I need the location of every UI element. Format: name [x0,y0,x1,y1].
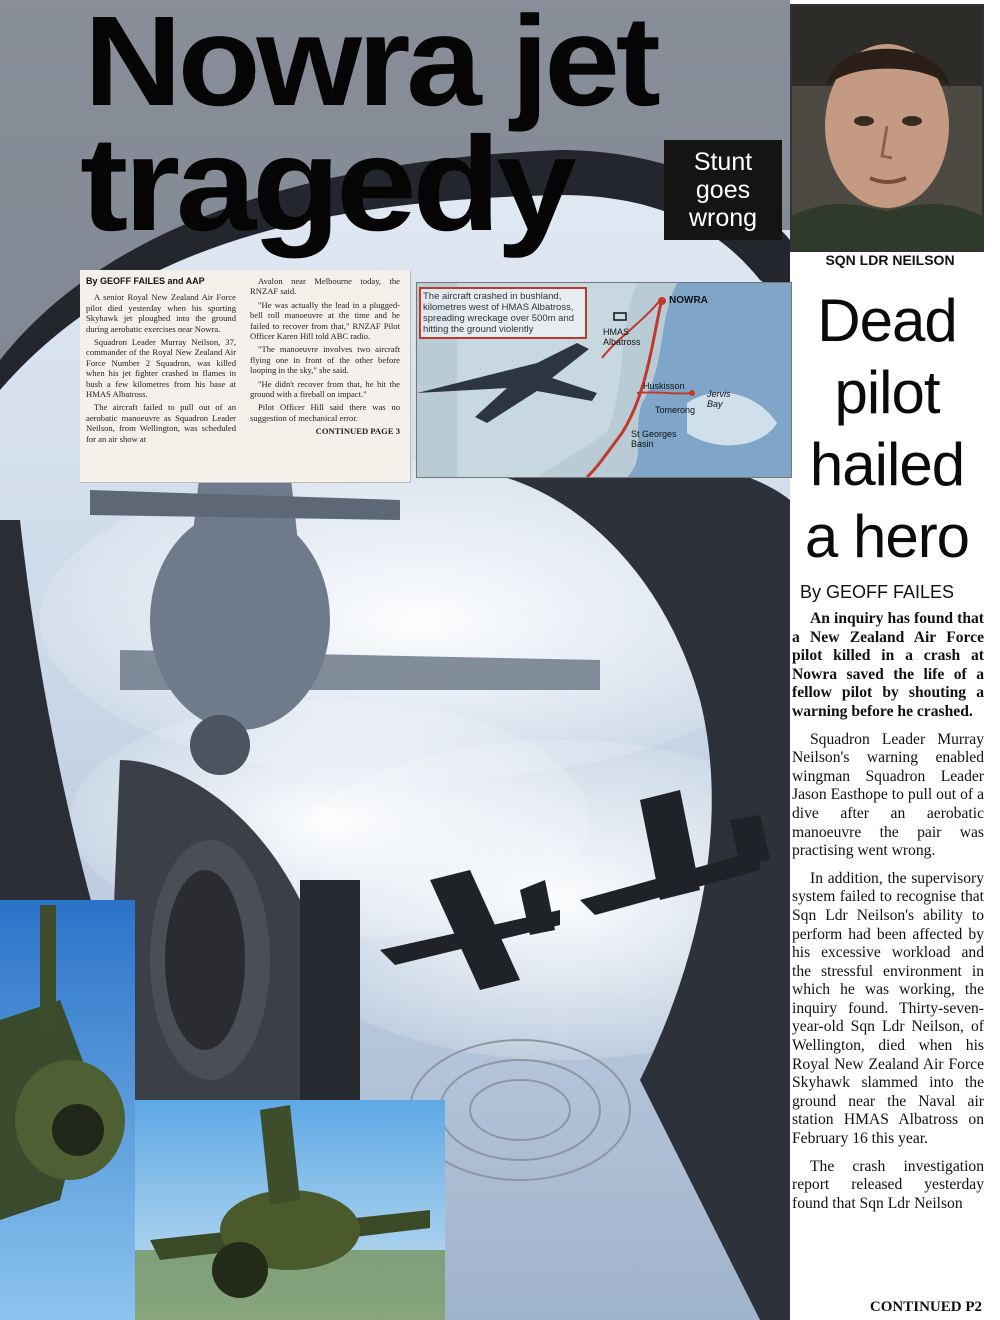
deck-line-4: a hero [804,503,970,570]
kicker-line-3: wrong [688,204,758,232]
pilot-portrait-image [792,6,982,250]
clipping-paragraph: Pilot Officer Hill said there was no suggestion of mechanical error. [250,402,400,423]
story-paragraph: An inquiry has found that a New Zealand Air Force pilot killed in a crash at Nowra saved the life of a fellow pilot by shouting a warning before he crashed. [792,610,984,720]
news-clipping [80,270,410,482]
crash-site-map [416,282,792,478]
deck-line-2: pilot [834,359,940,426]
clipping-continued: CONTINUED PAGE 3 [315,426,400,437]
story-paragraph: The crash investigation report released yesterday found that Sqn Ldr Neilson [792,1157,984,1212]
clipping-paragraph: "The manoeuvre involves two aircraft flying one in front of the other before looping in the sky," she said. [250,344,400,376]
kicker-line-1: Stunt [693,148,753,176]
clipping-paragraph: Squadron Leader Murray Neilson, 37, commander of the Royal New Zealand Air Force Number 2 Squadron, was killed when his jet fighter crashed in flames in bush a few kilometres from his base at HMAS Albatross. [86,337,236,400]
headline-line-2: tragedy [80,110,573,259]
story-byline: By GEOFF FAILES [800,582,955,602]
clipping-column-2 [250,276,400,437]
kicker-line-2: goes [695,176,751,204]
clipping-paragraph: The aircraft failed to pull out of an aerobatic manoeuvre as Squadron Leader Neilson, from Wellington, was scheduled for an air show at [86,402,236,444]
story-paragraph: In addition, the supervisory system failed to recognise that Sqn Ldr Neilson's ability to perform had been affected by his excessive workload and the stressful environment in which he was working, the inquiry found. Thirty-seven-year-old Sqn Ldr Neilson, of Wellington, died when his Royal New Zealand Air Force Skyhawk slammed into the ground near the Naval air station HMAS Albatross on February 16 this year. [792,869,984,1148]
clipping-column-1 [86,276,236,447]
story-continued: CONTINUED P2 [869,1299,982,1315]
map-label-st-georges-basin: St Georges Basin [631,429,677,449]
clipping-paragraph: A senior Royal New Zealand Air Force pilot died yesterday when his sporting Skyhawk jet ploughed into the ground during aerobatic exercises near Nowra. [86,292,236,334]
portrait-caption: SQN LDR NEILSON [825,252,955,268]
map-label-tomerong: Tomerong [655,405,696,415]
map-label-huskisson: Huskisson [643,381,685,391]
headline-line-1: Nowra jet [84,0,657,133]
map-label-jervis-bay: Jervis Bay [707,389,731,409]
clipping-byline: By GEOFF FAILES and AAP [86,276,205,286]
map-caption: The aircraft crashed in bushland, kilometres west of HMAS Albatross, spreading wreckage over 500m and hitting the ground violently [419,287,587,339]
map-label-hmas: HMAS Albatross [603,327,641,347]
clipping-paragraph: "He didn't recover from that, he hit the ground with a fireball on impact." [250,378,400,400]
deck-line-1: Dead [817,287,957,354]
story-paragraph: Squadron Leader Murray Neilson's warning enabled wingman Squadron Leader Jason Easthope to pull out of a dive after an aerobatic manoeuvre the pair was practising went wrong. [792,730,984,860]
clipping-paragraph: Avalon near Melbourne today, the RNZAF said. [250,276,400,297]
kicker-box [664,140,782,240]
story-body [792,610,984,1222]
deck-line-3: hailed [809,431,965,498]
pilot-portrait-photo [790,4,984,252]
deck-headline [792,285,982,573]
clipping-paragraph: "He was actually the lead in a plugged-bell roll manoeuvre at the time and he failed to recover from that," RNZAF Pilot Officer Karen Hill told ABC radio. [250,299,400,342]
map-label-nowra: NOWRA [669,295,708,306]
